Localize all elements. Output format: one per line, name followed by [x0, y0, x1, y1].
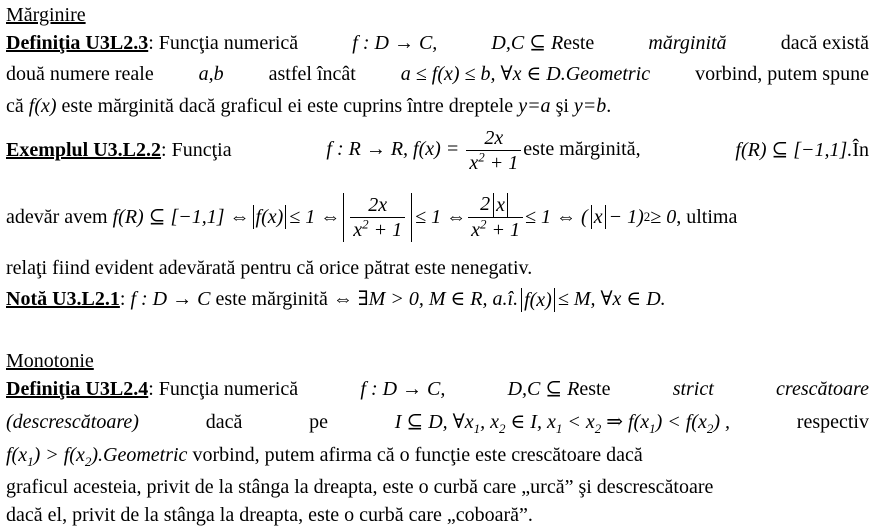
definition-label: Definiţia U3L2.3 — [6, 32, 149, 54]
fraction-numerator: 2x — [466, 126, 521, 151]
math: ≤ 1 ⇔ — [289, 206, 341, 228]
definition2-line-4 — [6, 475, 713, 499]
term: Geometric — [565, 63, 651, 85]
math: ≤ M, ∀x ∈ D. — [557, 288, 666, 310]
den-base: x — [469, 151, 479, 174]
text: respectiv — [796, 411, 869, 433]
text: este mărginită — [215, 288, 328, 310]
note-label: Notă U3.L2.1 — [6, 288, 120, 310]
definition2-line-1 — [6, 377, 869, 401]
math-bound: a ≤ f(x) ≤ b, ∀x ∈ D. — [400, 63, 566, 85]
text: relaţi fiind evident adevărată pentru că orice pătrat este nenegativ. — [6, 257, 533, 279]
heading-text: Mărginire — [6, 4, 86, 26]
fraction — [350, 193, 405, 242]
math-function: f : R → R, f(x) = — [326, 137, 460, 160]
fraction-abs-x — [468, 192, 523, 242]
fraction-denominator — [468, 218, 523, 242]
math: ⇔ ∃M > 0, M ∈ R, a.î. — [332, 288, 519, 310]
math-condition: I ⊆ D, $\forall x_1$, $x_2$ ∈ I, $x_1 < x_2$ ⇒ $f(x_1) < f(x_2)$ , — [394, 411, 730, 436]
text: vorbind, putem afirma că o funcţie este crescătoare dacă — [192, 444, 643, 466]
math: f(R) ⊆ [−1,1] ⇔ — [112, 206, 250, 228]
den-rest: + 1 — [486, 219, 521, 242]
num-pre: 2 — [480, 192, 491, 215]
abs-fx: f(x) — [253, 205, 287, 229]
term: (descrescătoare) — [6, 411, 139, 433]
text: În — [852, 139, 869, 161]
text: este mărginită, — [523, 137, 641, 160]
math: ≥ 0 — [650, 206, 677, 228]
math-inequality: $f(x_1) > f(x_2)$. — [6, 444, 104, 469]
term: crescătoare — [776, 378, 869, 400]
text: : Funcţia numerică — [148, 32, 299, 54]
definition-line-1 — [6, 31, 869, 55]
text: dacă — [205, 411, 243, 433]
math: ≤ 1 ⇔ — [415, 206, 467, 228]
den-rest: + 1 — [484, 151, 519, 174]
example-line-2: adevăr avem f(R) ⊆ [−1,1] ⇔ f(x) ≤ 1 ⇔ $\frac{2x}{x^2 + 1}$ ≤ 1 ⇔ $\frac{2 x}{x^2 + 1}$ ≤ 1 ⇔ ( x − 1) 2 ≥ 0 , ultima — [6, 192, 738, 242]
math-range: f(R) ⊆ [−1,1]. — [735, 139, 853, 161]
text: este — [563, 32, 595, 54]
definition2-line-3 — [6, 443, 643, 467]
den-exp: 2 — [362, 215, 369, 231]
fraction-numerator: 2x — [350, 193, 405, 218]
abs-x: x — [493, 193, 508, 217]
example-line-1 — [6, 122, 869, 178]
definition2-line-5 — [6, 503, 533, 527]
fraction — [466, 126, 521, 175]
den-exp: 2 — [478, 148, 485, 164]
den-exp: 2 — [480, 216, 487, 232]
note-line — [6, 287, 666, 312]
text: că — [6, 95, 24, 117]
text: : — [119, 288, 126, 310]
math-ab: a,b — [198, 63, 224, 85]
example-label: Exemplul U3.L2.2 — [6, 139, 162, 161]
abs-fraction — [343, 193, 412, 242]
text: pe — [309, 411, 329, 433]
math-function: f : D → C, — [352, 32, 438, 54]
math-fx: f(x) — [28, 95, 57, 117]
text: , ultima — [676, 206, 738, 228]
text: dacă există — [780, 32, 869, 54]
fraction-numerator — [468, 192, 523, 218]
text: : Funcţia — [161, 139, 232, 161]
fraction-denominator — [350, 215, 405, 242]
definition-label: Definiţia U3L2.4 — [6, 378, 149, 400]
math: f(x — [627, 411, 650, 433]
text: şi — [555, 95, 569, 117]
text: este — [579, 378, 611, 400]
example-line-3 — [6, 256, 532, 280]
fraction-denominator — [466, 148, 521, 175]
term: mărginită — [648, 32, 727, 54]
den-rest: + 1 — [368, 218, 403, 241]
den-base: x — [353, 218, 363, 241]
definition2-line-2 — [6, 410, 869, 434]
section-heading-monotonie — [6, 349, 94, 373]
math-ya: y=a — [518, 95, 551, 117]
den-base: x — [471, 219, 481, 242]
heading-text: Monotonie — [6, 350, 94, 372]
text: dacă el, privit de la stânga la dreapta, este o curbă care „coboară”. — [6, 504, 533, 526]
math-function: f : D → C, — [360, 378, 446, 400]
math: f(x — [6, 444, 28, 466]
math-yb: y=b — [573, 95, 607, 117]
math-domain: D,C ⊆ R — [507, 378, 580, 400]
term: strict — [672, 378, 714, 400]
abs-x: x — [591, 205, 606, 229]
text: este mărginită dacă graficul ei este cuprins între dreptele — [61, 95, 514, 117]
text: astfel încât — [268, 63, 356, 85]
math: ≤ 1 ⇔ ( — [525, 206, 588, 228]
text: graficul acesteia, privit de la stânga la dreapta, este o curbă care „urcă” şi descrescătoare — [6, 476, 714, 498]
text: . — [606, 95, 612, 117]
text: două numere reale — [6, 63, 154, 85]
term: Geometric — [103, 444, 188, 466]
section-heading-marginire — [6, 3, 86, 27]
text: adevăr avem — [6, 206, 108, 228]
math: − 1) — [608, 206, 644, 228]
math: f : D → C — [130, 288, 211, 310]
text: vorbind, putem spune — [695, 63, 869, 85]
definition-line-2 — [6, 62, 869, 86]
math: I ⊆ D, ∀x — [394, 411, 474, 433]
abs-fx: f(x) — [521, 288, 555, 312]
text: : Funcţia numerică — [148, 378, 299, 400]
math-domain: D,C ⊆ R — [491, 32, 564, 54]
definition-line-3 — [6, 94, 611, 118]
